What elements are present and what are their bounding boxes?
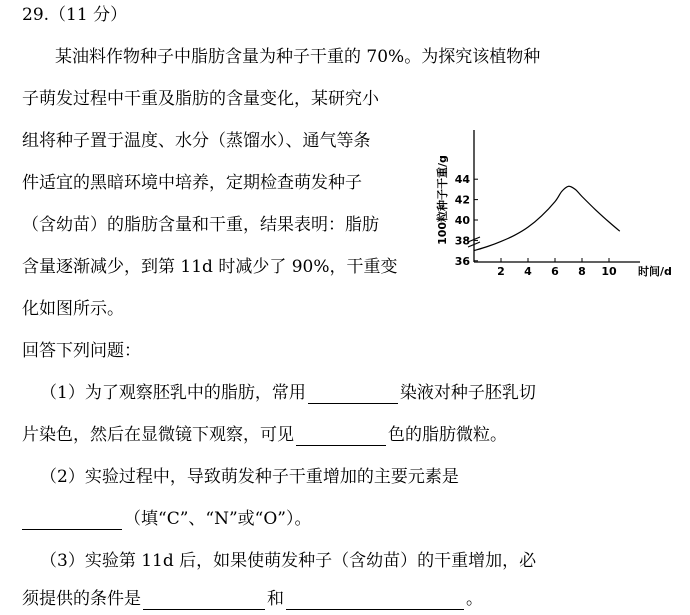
q3-text-c: 和 [267, 589, 284, 609]
q1-blank-color[interactable] [296, 427, 386, 446]
x-tick-label: 4 [524, 265, 532, 278]
intro-line-5: （含幼苗）的脂肪含量和干重，结果表明：脂肪 [22, 215, 379, 235]
q3-text-b: 须提供的条件是 [22, 589, 141, 609]
x-tick-label: 2 [497, 265, 505, 278]
question-2-line-2 [22, 508, 311, 530]
q1-text-b: 染液对种子胚乳切 [399, 383, 536, 403]
y-tick-label: 44 [454, 173, 470, 187]
question-1-line-2 [22, 424, 507, 446]
x-tick-label: 10 [601, 265, 617, 278]
q1-text-a: （1）为了观察胚乳中的脂肪，常用 [40, 383, 306, 403]
q3-blank-condition-1[interactable] [143, 591, 265, 610]
series-line-dry-weight [474, 186, 620, 250]
y-axis-label: 100粒种子干重/g [436, 155, 449, 245]
intro-line-3: 组将种子置于温度、水分（蒸馏水）、通气等条 [22, 131, 371, 151]
q1-text-d: 色的脂肪微粒。 [388, 425, 507, 445]
intro-line-1: 某油料作物种子中脂肪含量为种子干重的 70%。为探究该植物种 [55, 47, 541, 67]
y-tick-label: 40 [454, 214, 470, 227]
q1-blank-stain[interactable] [308, 385, 398, 404]
q1-text-c: 片染色，然后在显微镜下观察，可见 [22, 425, 294, 445]
intro-line-7: 化如图所示。 [22, 299, 124, 319]
x-tick-label: 6 [551, 265, 559, 278]
intro-line-4: 件适宜的黑暗环境中培养，定期检查萌发种子 [22, 173, 362, 193]
question-header: 29.（11 分） [22, 5, 128, 25]
intro-line-6: 含量逐渐减少，到第 11d 时减少了 90%，干重变 [22, 257, 398, 277]
question-3-line-2 [22, 588, 483, 610]
q2-text-b: （填“C”、“N”或“O”）。 [124, 509, 312, 529]
x-tick-label: 8 [578, 265, 586, 278]
y-tick-label: 36 [454, 254, 470, 268]
question-1-line-1 [40, 382, 536, 404]
answer-prompt: 回答下列问题： [22, 341, 141, 361]
q2-blank-element[interactable] [22, 511, 122, 530]
x-axis-label: 时间/d [638, 265, 672, 278]
dry-weight-chart [432, 122, 682, 284]
question-2-line-1: （2）实验过程中，导致萌发种子干重增加的主要元素是 [40, 467, 459, 487]
question-3-line-1: （3）实验第 11d 后，如果使萌发种子（含幼苗）的干重增加，必 [40, 551, 537, 571]
y-tick-label: 42 [454, 193, 470, 207]
q3-text-d: 。 [466, 589, 483, 609]
y-tick-label: 38 [454, 234, 470, 248]
q3-blank-condition-2[interactable] [286, 591, 464, 610]
intro-line-2: 子萌发过程中干重及脂肪的含量变化，某研究小 [22, 89, 379, 109]
